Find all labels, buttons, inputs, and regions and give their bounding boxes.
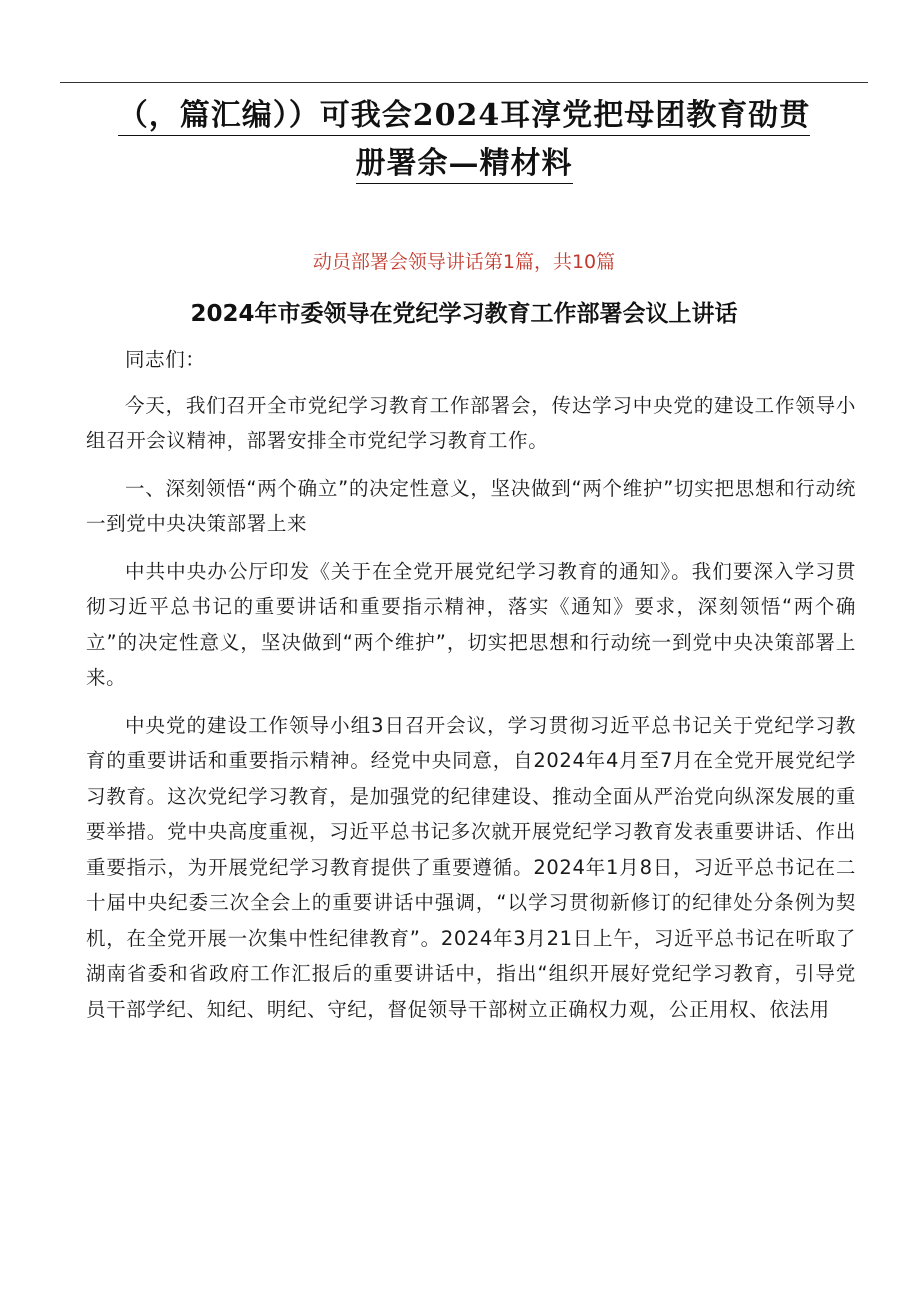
paragraph-meeting: 中央党的建设工作领导小组3日召开会议，学习贯彻习近平总书记关于党纪学习教育的重要讲话和重要指示精神。经党中央同意，自2024年4月至7月在全党开展党纪学习教育。这次党纪学习教育，是加强党的纪律建设、推动全面从严治党向纵深发展的重要举措。党中央高度重视，习近平总书记多次就开展党纪学习教育发表重要讲话、作出重要指示，为开展党纪学习教育提供了重要遵循。2024年1月8日，习近平总书记在二十届中央纪委三次全会上的重要讲话中强调，“以学习贯彻新修订的纪律处分条例为契机，在全党开展一次集中性纪律教育”。2024年3月21日上午，习近平总书记在听取了湖南省委和省政府工作汇报后的重要讲话中，指出“组织开展好党纪学习教育，引导党员干部学纪、知纪、明纪、守纪，督促领导干部树立正确权力观，公正用权、依法用 <box>86 713 856 1021</box>
document-title <box>60 92 868 188</box>
section-subtitle: 动员部署会领导讲话第1篇，共10篇 <box>312 251 616 273</box>
document-title-line-2: 册署余—精材料 <box>60 140 868 188</box>
document-title-line-1: （，篇汇编））可我会2024耳淳党把母团教育劭贯 <box>60 92 868 140</box>
salutation: 同志们： <box>125 348 206 371</box>
document-body <box>86 342 856 1027</box>
paragraph-intro: 今天，我们召开全市党纪学习教育工作部署会，传达学习中央党的建设工作领导小组召开会议精神，部署安排全市党纪学习教育工作。 <box>86 393 856 452</box>
paragraph-notice: 中共中央办公厅印发《关于在全党开展党纪学习教育的通知》。我们要深入学习贯彻习近平总书记的重要讲话和重要指示精神，落实《通知》要求，深刻领悟“两个确立”的决定性意义，坚决做到“两个维护”，切实把思想和行动统一到党中央决策部署上来。 <box>86 559 856 689</box>
speech-title: 2024年市委领导在党纪学习教育工作部署会议上讲话 <box>190 301 738 327</box>
top-divider <box>60 82 868 83</box>
paragraph-heading-one: 一、深刻领悟“两个确立”的决定性意义，坚决做到“两个维护”切实把思想和行动统一到党中央决策部署上来 <box>86 476 856 535</box>
